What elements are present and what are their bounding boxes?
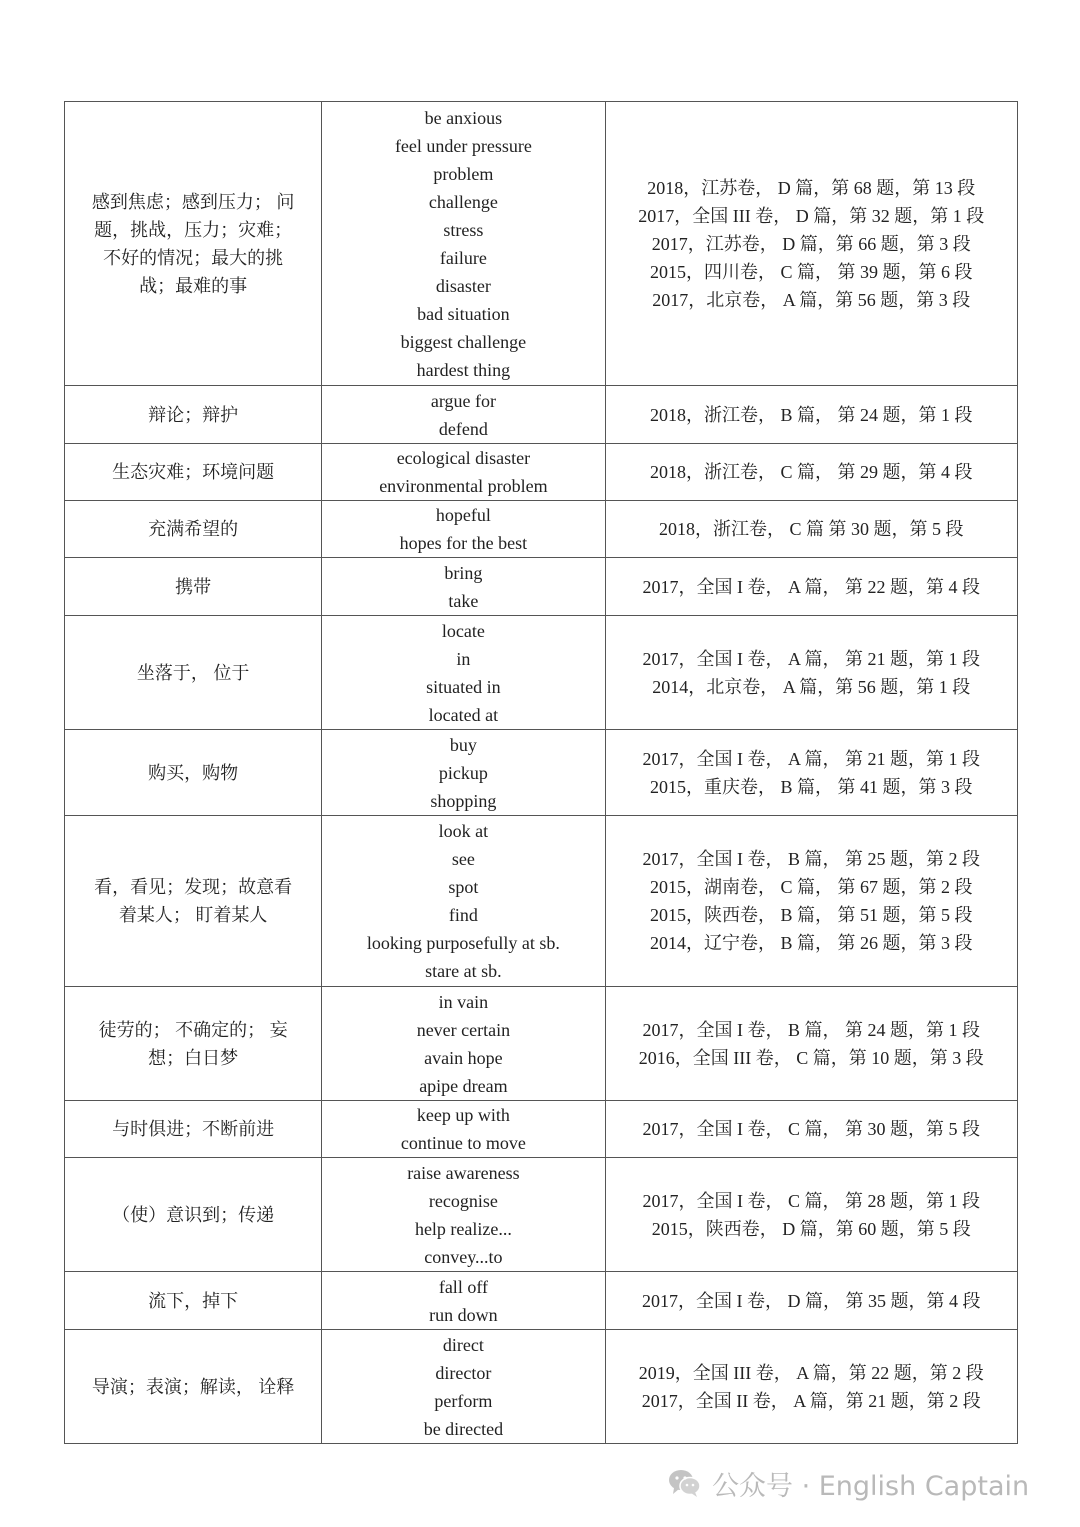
meaning-cell [65,1272,322,1330]
reference-line: 2019，全国 III 卷， A 篇，第 22 题，第 2 段 [638,1362,984,1383]
reference-line: 2014，北京卷， A 篇，第 56 题，第 1 段 [652,676,971,697]
phrase-line: be directed [423,1418,504,1439]
reference-line: 2017，全国 I 卷， A 篇， 第 21 题，第 1 段 [642,748,981,769]
reference-line: 2014，辽宁卷， B 篇， 第 26 题，第 3 段 [650,933,973,953]
reference-cell [605,816,1017,987]
table-body [65,102,1018,1444]
phrase-line: in vain [438,991,489,1012]
meaning-line: 携带 [175,576,212,597]
phrase-line: continue to move [400,1133,526,1153]
reference-line: 2015，重庆卷， B 篇， 第 41 题，第 3 段 [650,776,973,797]
reference-cell [605,501,1017,558]
phrase-line: see [451,849,475,869]
phrase-line: stress [443,219,484,240]
phrases-cell [322,558,605,616]
reference-line: 2015，湖南卷， C 篇， 第 67 题，第 2 段 [650,877,973,897]
reference-line: 2015，陕西卷， D 篇，第 60 题，第 5 段 [651,1218,971,1239]
phrase-line: fall off [438,1276,488,1297]
phrases-cell [322,730,605,816]
phrase-line: situated in [426,676,501,697]
phrases-cell [322,1272,605,1330]
meaning-cell [65,1101,322,1158]
phrase-line: be anxious [424,107,503,128]
meaning-cell [65,1330,322,1444]
meaning-line: 看，看见；发现；故意看 [94,877,293,897]
meaning-cell [65,1158,322,1272]
meaning-cell [65,730,322,816]
table-row [65,816,1018,987]
meaning-line: 坐落于， 位于 [136,662,250,683]
meaning-cell [65,816,322,987]
phrase-line: raise awareness [407,1162,520,1183]
phrase-line: hopes for the best [399,533,528,553]
phrase-line: never certain [416,1019,511,1040]
phrase-line: environmental problem [379,476,548,496]
table-row [65,1272,1018,1330]
phrases-cell [322,444,605,501]
phrase-line: in [456,648,471,669]
reference-cell [605,102,1017,386]
phrase-line: hardest thing [416,359,511,380]
meaning-line: （使）意识到；传递 [112,1204,275,1225]
phrases-cell [322,1158,605,1272]
phrase-line: disaster [435,275,491,296]
phrase-line: ecological disaster [396,448,531,468]
phrase-line: failure [439,247,487,268]
phrase-line: director [435,1362,492,1383]
reference-line: 2018，江苏卷， D 篇，第 68 题，第 13 段 [647,177,976,198]
table-row [65,102,1018,386]
meaning-line: 想；白日梦 [148,1047,239,1068]
table-row [65,616,1018,730]
phrase-line: problem [433,163,494,184]
reference-line: 2018，浙江卷， C 篇， 第 29 题，第 4 段 [650,462,973,482]
meaning-line: 流下，掉下 [148,1290,239,1311]
phrases-cell [322,987,605,1101]
phrase-line: buy [449,734,477,755]
phrase-line: pickup [438,762,488,783]
reference-line: 2015，陕西卷， B 篇， 第 51 题，第 5 段 [650,905,973,925]
meaning-cell [65,501,322,558]
meaning-line: 战；最难的事 [139,275,248,296]
reference-line: 2017，全国 I 卷， C 篇， 第 30 题，第 5 段 [642,1119,981,1139]
phrases-cell [322,102,605,386]
phrase-line: bring [444,562,483,583]
phrase-line: find [448,905,478,925]
phrase-line: hopeful [435,505,491,525]
table-row [65,386,1018,444]
phrase-line: feel under pressure [394,135,532,156]
reference-cell [605,1272,1017,1330]
phrase-line: take [448,590,479,611]
phrases-cell [322,501,605,558]
phrase-line: argue for [430,390,496,411]
phrase-line: defend [438,418,488,439]
phrase-line: recognise [428,1190,498,1211]
reference-cell [605,444,1017,501]
meaning-line: 导演；表演；解读， 诠释 [91,1376,295,1397]
reference-cell [605,386,1017,444]
phrase-line: run down [429,1304,498,1325]
table-row [65,987,1018,1101]
reference-cell [605,1158,1017,1272]
reference-cell [605,1330,1017,1444]
watermark-text: 公众号 · English Captain [712,1470,1030,1502]
phrase-line: shopping [430,790,497,811]
wechat-icon [668,1468,702,1498]
meaning-cell [65,102,322,386]
reference-cell [605,987,1017,1101]
meaning-line: 不好的情况；最大的挑 [103,247,284,268]
phrase-line: stare at sb. [425,961,502,981]
reference-line: 2018，浙江卷， C 篇 第 30 题，第 5 段 [659,519,964,539]
meaning-line: 与时俱进；不断前进 [112,1119,275,1139]
reference-line: 2017，全国 III 卷， D 篇，第 32 题，第 1 段 [638,205,985,226]
phrases-cell [322,1330,605,1444]
reference-line: 2017，全国 I 卷， B 篇， 第 24 题，第 1 段 [642,1019,981,1040]
watermark [668,1463,1029,1503]
meaning-cell [65,616,322,730]
reference-line: 2018，浙江卷， B 篇， 第 24 题，第 1 段 [650,404,973,425]
reference-cell [605,558,1017,616]
meaning-cell [65,558,322,616]
phrase-line: biggest challenge [400,331,527,352]
phrase-line: direct [442,1334,484,1355]
phrase-line: perform [434,1390,493,1411]
reference-line: 2017，全国 I 卷， D 篇， 第 35 题，第 4 段 [642,1290,981,1311]
meaning-line: 徒劳的； 不确定的； 妄 [98,1019,288,1040]
vocabulary-table [64,101,1018,1444]
meaning-line: 购买，购物 [148,762,239,783]
meaning-line: 辩论；辩护 [148,404,239,425]
phrases-cell [322,386,605,444]
phrase-line: keep up with [416,1105,510,1125]
reference-line: 2017，北京卷， A 篇，第 56 题，第 3 段 [652,289,971,310]
reference-cell [605,730,1017,816]
table-row [65,730,1018,816]
reference-cell [605,616,1017,730]
phrase-line: spot [448,877,479,897]
reference-cell [605,1101,1017,1158]
reference-line: 2017，全国 I 卷， B 篇， 第 25 题，第 2 段 [642,849,981,869]
phrase-line: bad situation [417,303,510,324]
reference-line: 2016，全国 III 卷， C 篇，第 10 题，第 3 段 [638,1047,984,1068]
meaning-line: 生态灾难；环境问题 [112,462,275,482]
phrase-line: apipe dream [419,1075,508,1096]
phrases-cell [322,1101,605,1158]
reference-line: 2017，全国 I 卷， A 篇， 第 21 题，第 1 段 [642,648,981,669]
meaning-line: 充满希望的 [148,519,239,539]
phrase-line: challenge [428,191,498,212]
table-row [65,444,1018,501]
phrase-line: convey...to [424,1246,503,1267]
phrases-cell [322,616,605,730]
reference-line: 2017，全国 I 卷， C 篇， 第 28 题，第 1 段 [642,1190,981,1211]
phrase-line: looking purposefully at sb. [366,933,560,953]
meaning-cell [65,444,322,501]
phrase-line: locate [441,620,485,641]
table-row [65,1158,1018,1272]
reference-line: 2017，江苏卷， D 篇，第 66 题，第 3 段 [651,233,971,254]
phrase-line: help realize... [414,1218,512,1239]
meaning-line: 着某人； 盯着某人 [118,905,268,925]
reference-line: 2017，全国 I 卷， A 篇， 第 22 题，第 4 段 [642,576,981,597]
table-row [65,1101,1018,1158]
phrase-line: look at [438,821,489,841]
table-row [65,501,1018,558]
phrase-line: avain hope [424,1047,503,1068]
phrase-line: located at [428,704,499,725]
meaning-cell [65,386,322,444]
reference-line: 2015，四川卷， C 篇， 第 39 题，第 6 段 [650,261,973,282]
meaning-line: 感到焦虑；感到压力； 问 [91,191,295,212]
meaning-line: 题，挑战，压力；灾难； [94,219,293,240]
table-row [65,558,1018,616]
reference-line: 2017，全国 II 卷， A 篇，第 21 题，第 2 段 [641,1390,981,1411]
phrases-cell [322,816,605,987]
meaning-cell [65,987,322,1101]
table-row [65,1330,1018,1444]
